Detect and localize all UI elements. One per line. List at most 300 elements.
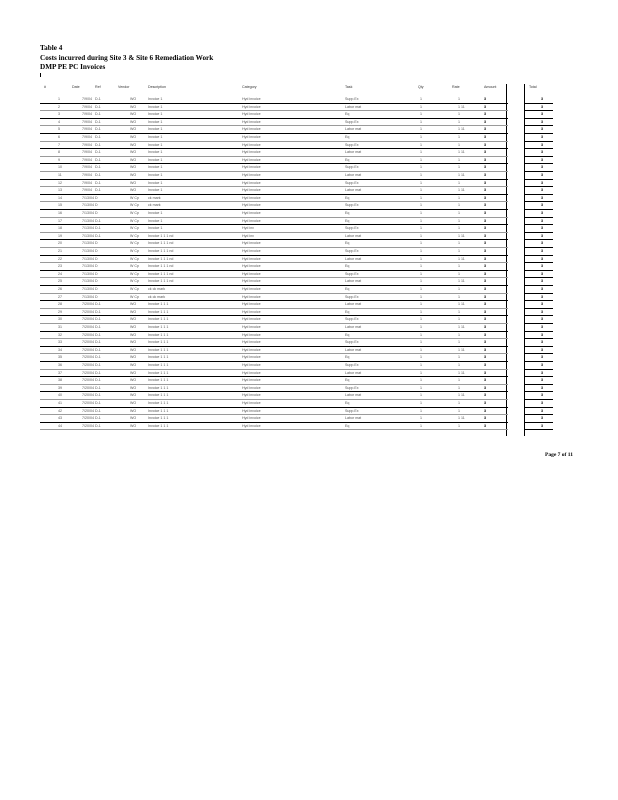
row-qty: 1 (420, 393, 422, 398)
row-task: Eq (345, 355, 350, 360)
row-total: 3 (541, 157, 543, 162)
row-description: Invoice 1 1 1 (148, 378, 169, 383)
table-row (40, 271, 508, 279)
row-number: 9 (58, 157, 60, 162)
row-ref: D-1 (95, 309, 101, 314)
row-ref: D-1 (95, 218, 101, 223)
row-rate: 1 11 (458, 188, 465, 193)
row-date: 7/13/04 (82, 241, 94, 246)
row-number: 27 (58, 294, 62, 299)
table-row (40, 354, 508, 362)
row-rate: 1 (458, 378, 460, 383)
row-qty: 1 (420, 294, 422, 299)
row-vendor: WO (130, 180, 137, 185)
row-category: Hyd invoice (242, 127, 261, 132)
row-category: Hyd invoice (242, 317, 261, 322)
row-number: 10 (58, 165, 62, 170)
row-task: Labor mat (345, 393, 362, 398)
row-category: Hyd invoice (242, 112, 261, 117)
row-qty: 1 (420, 408, 422, 413)
row-amount: 3 (484, 233, 486, 238)
row-amount: 3 (484, 173, 486, 177)
row-ref: D (95, 287, 98, 291)
row-total-cell (525, 408, 553, 416)
table-row (40, 400, 508, 408)
row-total-cell (525, 377, 553, 385)
col-amount: Amount (484, 85, 497, 89)
row-ref: D-1 (95, 112, 101, 117)
row-task: Eq (345, 309, 350, 314)
row-category: Hyd invoice (242, 287, 261, 291)
table-row (40, 286, 508, 294)
row-task: Supp.Ex (345, 363, 359, 367)
table-row (40, 225, 508, 233)
row-description: Invoice 1 (148, 150, 163, 155)
row-description: Invoice 1 (148, 135, 163, 139)
row-qty: 1 (420, 142, 422, 147)
row-number: 42 (58, 408, 62, 413)
row-vendor: W Cp (130, 203, 139, 208)
row-ref: D (95, 249, 98, 253)
row-task: Labor mat (345, 188, 362, 193)
row-total: 3 (541, 416, 543, 421)
row-vendor: WO (130, 150, 137, 155)
row-qty: 1 (420, 157, 422, 162)
row-date: 7/13/04 (82, 264, 94, 269)
row-ref: D-1 (95, 340, 101, 345)
row-total: 3 (541, 385, 543, 390)
row-rate: 1 (458, 309, 460, 314)
row-total-cell (525, 347, 553, 355)
row-total: 3 (541, 302, 543, 307)
row-rate: 1 (458, 135, 460, 139)
row-date: 7/20/04 (82, 401, 94, 405)
row-vendor: WO (130, 347, 137, 352)
row-vendor: W Cp (130, 271, 139, 276)
row-amount: 3 (484, 378, 486, 383)
row-rate: 1 11 (458, 127, 465, 132)
row-description: Invoice 1 1 1 (148, 363, 169, 367)
row-vendor: W Cp (130, 241, 139, 246)
row-rate: 1 (458, 271, 460, 276)
row-total-cell (525, 339, 553, 347)
row-total-cell (525, 126, 553, 134)
row-date: 7/9/04 (82, 165, 92, 170)
row-task: Eq (345, 211, 350, 215)
row-task: Labor mat (345, 347, 362, 352)
row-rate: 1 (458, 317, 460, 322)
row-task: Supp.Ex (345, 165, 359, 170)
row-vendor: WO (130, 119, 137, 124)
row-total-cell (525, 210, 553, 218)
row-date: 7/20/04 (82, 423, 94, 428)
row-total-cell (525, 240, 553, 248)
row-description: Invoice 1 1 1 (148, 355, 169, 360)
row-amount: 3 (484, 347, 486, 352)
row-vendor: W Cp (130, 256, 139, 261)
row-rate: 1 11 (458, 233, 465, 238)
row-ref: D-1 (95, 355, 101, 360)
row-rate: 1 (458, 332, 460, 337)
col-category: Category (242, 85, 257, 89)
row-ref: D-1 (95, 226, 101, 231)
row-description: Invoice 1 1 1 (148, 332, 169, 337)
row-vendor: WO (130, 385, 137, 390)
col-num: # (44, 85, 46, 89)
row-task: Supp.Ex (345, 408, 359, 413)
row-qty: 1 (420, 355, 422, 360)
row-total: 3 (541, 211, 543, 215)
row-ref: D-1 (95, 416, 101, 421)
row-category: Hyd invoice (242, 195, 261, 200)
row-date: 7/13/04 (82, 211, 94, 215)
row-total: 3 (541, 264, 543, 269)
row-number: 2 (58, 104, 60, 109)
row-amount: 3 (484, 355, 486, 360)
row-amount: 3 (484, 150, 486, 155)
row-total: 3 (541, 408, 543, 413)
row-category: Hyd invoice (242, 157, 261, 162)
row-date: 7/9/04 (82, 97, 92, 101)
row-amount: 3 (484, 302, 486, 307)
row-description: Invoice 1 (148, 211, 163, 215)
col-rate: Rate (452, 85, 460, 89)
row-ref: D-1 (95, 97, 101, 101)
row-number: 28 (58, 302, 62, 307)
row-task: Eq (345, 332, 350, 337)
row-qty: 1 (420, 119, 422, 124)
row-task: Labor mat (345, 233, 362, 238)
row-total: 3 (541, 226, 543, 231)
row-number: 18 (58, 226, 62, 231)
row-total: 3 (541, 218, 543, 223)
row-task: Eq (345, 264, 350, 269)
col-qty: Qty (418, 85, 424, 89)
row-total-cell (525, 332, 553, 340)
row-number: 7 (58, 142, 60, 147)
row-total: 3 (541, 363, 543, 367)
row-total: 3 (541, 127, 543, 132)
row-amount: 3 (484, 249, 486, 253)
row-category: Hyd invoice (242, 104, 261, 109)
table-row (40, 218, 508, 226)
row-ref: D-1 (95, 385, 101, 390)
col-date: Date (72, 85, 80, 89)
row-ref: D-1 (95, 370, 101, 375)
row-date: 7/13/04 (82, 271, 94, 276)
row-date: 7/9/04 (82, 112, 92, 117)
row-total: 3 (541, 294, 543, 299)
row-total-cell (525, 180, 553, 188)
row-rate: 1 11 (458, 302, 465, 307)
row-description: Invoice 1 1 1 nd (148, 241, 174, 246)
row-ref: D (95, 264, 98, 269)
row-category: Hyd invoice (242, 271, 261, 276)
row-task: Eq (345, 423, 350, 428)
row-qty: 1 (420, 165, 422, 170)
row-amount: 3 (484, 203, 486, 208)
row-amount: 3 (484, 317, 486, 322)
row-total: 3 (541, 347, 543, 352)
row-number: 5 (58, 127, 60, 132)
row-qty: 1 (420, 264, 422, 269)
row-ref: D-1 (95, 104, 101, 109)
row-description: Invoice 1 1 1 nd (148, 264, 174, 269)
row-description: Invoice 1 (148, 226, 163, 231)
table-row (40, 104, 508, 112)
row-qty: 1 (420, 279, 422, 284)
row-category: Hyd invoice (242, 385, 261, 390)
row-category: Hyd invoice (242, 401, 261, 405)
row-total-cell (525, 142, 553, 150)
row-vendor: WO (130, 165, 137, 170)
table-row (40, 248, 508, 256)
row-task: Supp.Ex (345, 142, 359, 147)
row-ref: D (95, 279, 98, 284)
table-row (40, 408, 508, 416)
row-date: 7/20/04 (82, 378, 94, 383)
row-category: Hyd invoice (242, 378, 261, 383)
row-date: 7/9/04 (82, 173, 92, 177)
row-qty: 1 (420, 211, 422, 215)
row-rate: 1 (458, 264, 460, 269)
row-vendor: WO (130, 188, 137, 193)
row-task: Eq (345, 112, 350, 117)
table-title: Costs incurred during Site 3 & Site 6 Remediation Work (40, 54, 214, 62)
row-category: Hyd invoice (242, 423, 261, 428)
row-total: 3 (541, 203, 543, 208)
row-qty: 1 (420, 233, 422, 238)
row-amount: 3 (484, 416, 486, 421)
row-category: Hyd invoice (242, 355, 261, 360)
row-task: Labor mat (345, 256, 362, 261)
row-task: Supp.Ex (345, 385, 359, 390)
row-rate: 1 (458, 226, 460, 231)
row-description: Invoice 1 (148, 157, 163, 162)
row-ref: D-1 (95, 393, 101, 398)
header-marker (40, 73, 41, 77)
row-total: 3 (541, 173, 543, 177)
row-qty: 1 (420, 180, 422, 185)
row-date: 7/13/04 (82, 279, 94, 284)
row-qty: 1 (420, 423, 422, 428)
row-ref: D (95, 294, 98, 299)
row-amount: 3 (484, 104, 486, 109)
table-row (40, 278, 508, 286)
row-rate: 1 11 (458, 279, 465, 284)
row-total-cell (525, 149, 553, 157)
row-rate: 1 11 (458, 325, 465, 329)
row-description: Invoice 1 (148, 104, 163, 109)
row-total-cell (525, 316, 553, 324)
row-task: Supp.Ex (345, 226, 359, 231)
row-description: Invoice 1 1 1 (148, 325, 169, 329)
row-description: Invoice 1 (148, 218, 163, 223)
row-number: 40 (58, 393, 62, 398)
table-row (40, 126, 508, 134)
row-ref: D-1 (95, 302, 101, 307)
row-total: 3 (541, 423, 543, 428)
row-total-cell (525, 218, 553, 226)
table-row (40, 187, 508, 195)
row-category: Hyd invoice (242, 173, 261, 177)
row-total-cell (525, 225, 553, 233)
row-description: Invoice 1 (148, 188, 163, 193)
row-total: 3 (541, 401, 543, 405)
row-ref: D-1 (95, 180, 101, 185)
row-amount: 3 (484, 241, 486, 246)
row-ref: D-1 (95, 423, 101, 428)
row-total-cell (525, 164, 553, 172)
row-task: Supp.Ex (345, 317, 359, 322)
row-rate: 1 (458, 195, 460, 200)
row-vendor: WO (130, 332, 137, 337)
row-qty: 1 (420, 363, 422, 367)
row-date: 7/9/04 (82, 104, 92, 109)
row-ref: D-1 (95, 127, 101, 132)
row-category: Hyd invoice (242, 135, 261, 139)
row-description: Invoice 1 (148, 119, 163, 124)
row-amount: 3 (484, 188, 486, 193)
row-total-cell (525, 271, 553, 279)
row-description: Invoice 1 1 1 nd (148, 256, 174, 261)
row-vendor: WO (130, 302, 137, 307)
row-date: 7/13/04 (82, 195, 94, 200)
row-qty: 1 (420, 135, 422, 139)
row-category: Hyd invoice (242, 340, 261, 345)
row-total: 3 (541, 119, 543, 124)
table-row (40, 96, 508, 104)
row-task: Supp.Ex (345, 271, 359, 276)
table-row (40, 164, 508, 172)
table-row (40, 149, 508, 157)
row-amount: 3 (484, 112, 486, 117)
row-description: Invoice 1 1 1 nd (148, 279, 174, 284)
row-category: Hyd invoice (242, 165, 261, 170)
row-amount: 3 (484, 401, 486, 405)
row-task: Eq (345, 218, 350, 223)
row-number: 11 (58, 173, 62, 177)
row-amount: 3 (484, 279, 486, 284)
row-rate: 1 (458, 203, 460, 208)
row-ref: D-1 (95, 188, 101, 193)
row-ref: D-1 (95, 317, 101, 322)
row-amount: 3 (484, 264, 486, 269)
row-amount: 3 (484, 226, 486, 231)
row-amount: 3 (484, 180, 486, 185)
row-rate: 1 (458, 241, 460, 246)
row-category: Hyd invoice (242, 241, 261, 246)
row-ref: D-1 (95, 165, 101, 170)
row-total: 3 (541, 256, 543, 261)
row-date: 7/20/04 (82, 347, 94, 352)
row-description: Invoice 1 1 1 (148, 347, 169, 352)
row-ref: D (95, 211, 98, 215)
row-total: 3 (541, 332, 543, 337)
row-qty: 1 (420, 416, 422, 421)
row-number: 25 (58, 279, 62, 284)
row-total-cell (525, 233, 553, 241)
row-total-cell (525, 370, 553, 378)
row-date: 7/20/04 (82, 355, 94, 360)
row-amount: 3 (484, 218, 486, 223)
row-task: Eq (345, 157, 350, 162)
row-vendor: WO (130, 393, 137, 398)
row-number: 33 (58, 340, 62, 345)
row-amount: 3 (484, 165, 486, 170)
row-amount: 3 (484, 211, 486, 215)
row-rate: 1 (458, 408, 460, 413)
row-date: 7/20/04 (82, 393, 94, 398)
row-number: 23 (58, 264, 62, 269)
row-ref: D-1 (95, 378, 101, 383)
row-description: Invoice 1 (148, 127, 163, 132)
row-number: 37 (58, 370, 62, 375)
row-task: Supp.Ex (345, 97, 359, 101)
row-amount: 3 (484, 332, 486, 337)
row-ref: D-1 (95, 157, 101, 162)
row-vendor: W Cp (130, 226, 139, 231)
row-total: 3 (541, 393, 543, 398)
row-ref: D-1 (95, 119, 101, 124)
row-rate: 1 (458, 112, 460, 117)
table-row (40, 134, 508, 142)
row-description: Invoice 1 (148, 97, 163, 101)
row-description: Invoice 1 1 1 (148, 317, 169, 322)
row-rate: 1 (458, 423, 460, 428)
col-vendor: Vendor (118, 85, 130, 89)
row-rate: 1 11 (458, 104, 465, 109)
row-vendor: WO (130, 423, 137, 428)
row-rate: 1 (458, 287, 460, 291)
row-description: Invoice 1 1 1 nd (148, 233, 174, 238)
row-category: Hyd invoice (242, 347, 261, 352)
row-qty: 1 (420, 401, 422, 405)
row-total: 3 (541, 195, 543, 200)
row-task: Labor mat (345, 325, 362, 329)
row-rate: 1 11 (458, 150, 465, 155)
row-task: Labor mat (345, 416, 362, 421)
table-row (40, 294, 508, 302)
row-date: 7/13/04 (82, 203, 94, 208)
row-description: Invoice 1 (148, 173, 163, 177)
row-qty: 1 (420, 249, 422, 253)
row-total-cell (525, 157, 553, 165)
row-category: Hyd invoice (242, 416, 261, 421)
row-total-cell (525, 324, 553, 332)
row-rate: 1 (458, 119, 460, 124)
col-task: Task (345, 85, 353, 89)
table-row (40, 339, 508, 347)
row-vendor: W Cp (130, 287, 139, 291)
row-total-cell (525, 385, 553, 393)
row-total: 3 (541, 370, 543, 375)
row-total: 3 (541, 325, 543, 329)
row-rate: 1 (458, 385, 460, 390)
row-description: Invoice 1 1 1 (148, 393, 169, 398)
row-qty: 1 (420, 317, 422, 322)
row-ref: D (95, 241, 98, 246)
row-category: Hyd inv (242, 226, 254, 231)
row-task: Eq (345, 241, 350, 246)
row-total: 3 (541, 317, 543, 322)
table-row (40, 324, 508, 332)
row-amount: 3 (484, 408, 486, 413)
row-description: Invoice 1 (148, 112, 163, 117)
row-date: 7/9/04 (82, 127, 92, 132)
table-row (40, 240, 508, 248)
row-number: 30 (58, 317, 62, 322)
